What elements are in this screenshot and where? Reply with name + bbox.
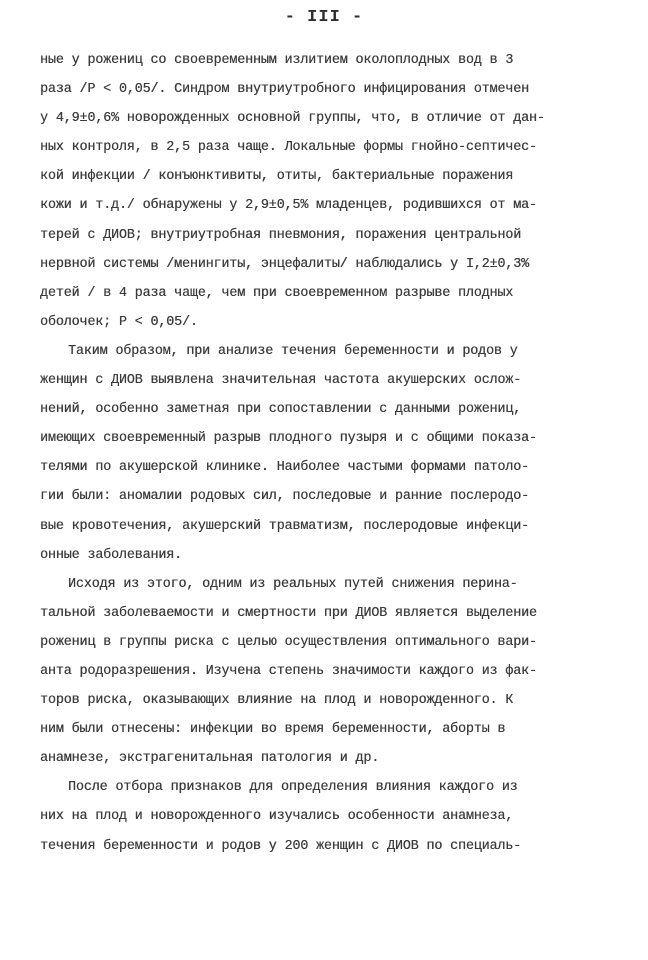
paragraph-1 [40, 46, 620, 337]
text-line: онные заболевания. [40, 547, 182, 563]
text-line: женщин с ДИОВ выявлена значительная частота акушерских ослож- [40, 373, 522, 389]
paragraph-4 [40, 773, 620, 860]
text-line: Исходя из этого, одним из реальных путей снижения перина- [68, 576, 518, 592]
text-line: телями по акушерской клинике. Наиболее частыми формами патоло- [40, 460, 529, 476]
text-line: детей / в 4 раза чаще, чем при своевременном разрыве плодных [40, 285, 514, 301]
page-number: - III - [284, 8, 364, 27]
text-line: ные у рожениц со своевременным излитием околоплодных вод в 3 [40, 53, 514, 68]
text-line: течения беременности и родов у 200 женщин с ДИОВ по специаль- [40, 838, 522, 854]
text-line: рожениц в группы риска с целью осуществления оптимального вари- [40, 634, 537, 650]
text-line: анамнезе, экстрагенитальная патология и др. [40, 751, 380, 767]
text-line: раза /Р < 0,05/. Синдром внутриутробного инфицирования отмечен [40, 82, 529, 98]
text-line: тальной заболеваемости и смертности при ДИОВ является выделение [40, 605, 537, 621]
text-line: кой инфекции / конъюнктивиты, отиты, бактериальные поражения [40, 169, 514, 185]
text-line: них на плод и новорожденного изучались особенности анамнеза, [40, 809, 514, 825]
text-line: ных контроля, в 2,5 раза чаще. Локальные формы гнойно-септичес- [40, 140, 537, 156]
text-line: ним были отнесены: инфекции во время беременности, аборты в [40, 722, 506, 738]
text-line: вые кровотечения, акушерский травматизм, послеродовые инфекци- [40, 518, 529, 534]
text-line: После отбора признаков для определения влияния каждого из [68, 780, 518, 796]
text-line: гии были: аномалии родовых сил, последовые и ранние послеродо- [40, 489, 529, 505]
body-text [40, 46, 620, 861]
text-line: торов риска, оказывающих влияние на плод и новорожденного. К [40, 693, 514, 709]
text-line: терей с ДИОВ; внутриутробная пневмония, поражения центральной [40, 227, 522, 243]
paragraph-2 [40, 337, 620, 570]
text-line: нервной системы /менингиты, энцефалиты/ наблюдались у I,2±0,3% [40, 256, 529, 272]
text-line: Таким образом, при анализе течения беременности и родов у [68, 343, 518, 359]
text-line: анта родоразрешения. Изучена степень значимости каждого из фак- [40, 663, 537, 679]
text-line: имеющих своевременный разрыв плодного пузыря и с общими показа- [40, 431, 537, 447]
text-line: кожи и т.д./ обнаружены у 2,9±0,5% младенцев, родившихся от ма- [40, 198, 537, 214]
paragraph-3 [40, 570, 620, 774]
text-line: оболочек; Р < 0,05/. [40, 314, 198, 330]
text-line: нений, особенно заметная при сопоставлении с данными рожениц, [40, 402, 522, 418]
text-line: у 4,9±0,6% новорожденных основной группы, что, в отличие от дан- [40, 111, 545, 127]
